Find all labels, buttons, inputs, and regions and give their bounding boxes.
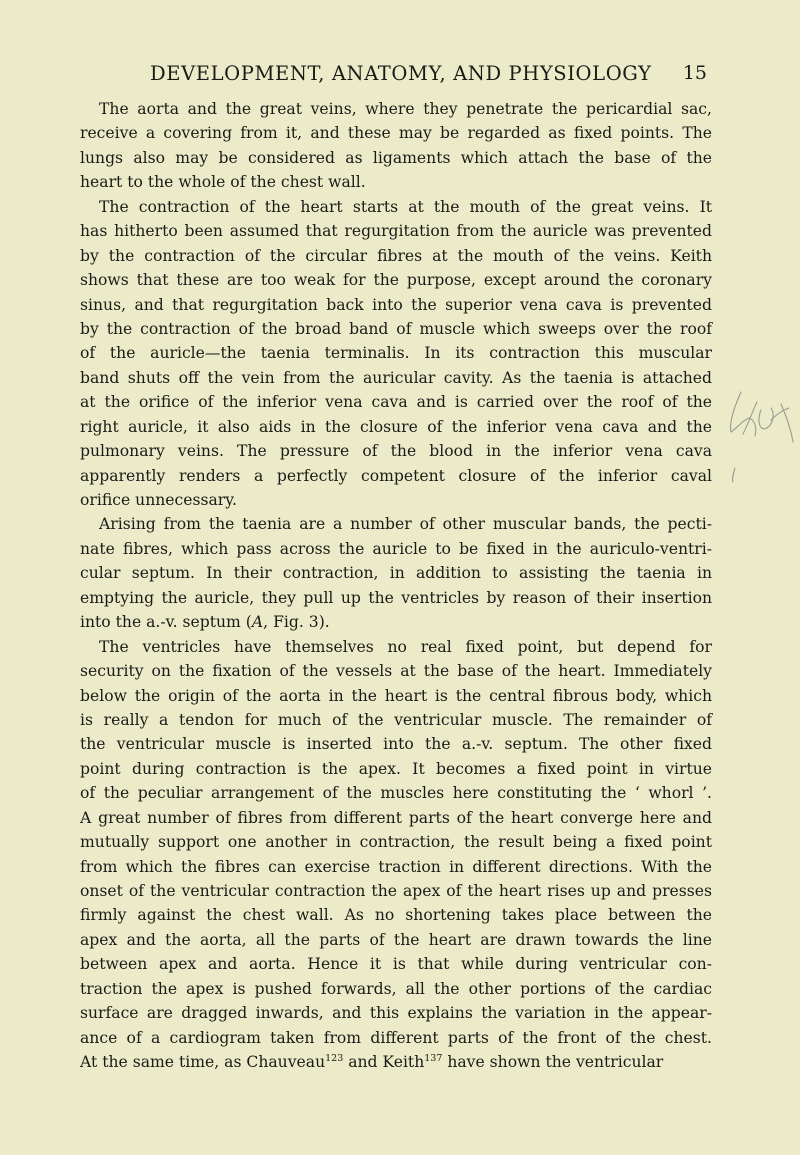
page-number: 15 bbox=[682, 62, 707, 84]
text-line: ance of a cardiogram taken from different parts of the front of the chest. bbox=[80, 1028, 712, 1047]
text-line: of the peculiar arrangement of the muscles here constituting the ‘ whorl ’. bbox=[80, 784, 712, 803]
text-line: has hitherto been assumed that regurgitation from the auricle was prevented bbox=[80, 222, 712, 241]
text-run: and Keith bbox=[343, 1053, 425, 1072]
text-line: The contraction of the heart starts at the mouth of the great veins. It bbox=[99, 197, 712, 216]
text-line: firmly against the chest wall. As no shortening takes place between the bbox=[80, 906, 712, 925]
text-line: heart to the whole of the chest wall. bbox=[80, 173, 366, 192]
text-run: have shown the ventricular bbox=[442, 1053, 664, 1072]
text-line: by the contraction of the circular fibres at the mouth of the veins. Keith bbox=[80, 246, 712, 265]
text-line: The ventricles have themselves no real fixed point, but depend for bbox=[99, 637, 712, 656]
text-line: below the origin of the aorta in the heart is the central fibrous body, which bbox=[80, 686, 712, 705]
text-line: point during contraction is the apex. It becomes a fixed point in virtue bbox=[80, 759, 712, 778]
text-run: into the a.-v. septum ( bbox=[80, 613, 252, 632]
text-line: from which the fibres can exercise traction in different directions. With the bbox=[80, 857, 712, 876]
citation-superscript: 123 bbox=[325, 1053, 344, 1065]
text-line: apex and the aorta, all the parts of the heart are drawn towards the line bbox=[80, 930, 712, 949]
citation-superscript: 137 bbox=[424, 1053, 443, 1065]
text-line: The aorta and the great veins, where they penetrate the pericardial sac, bbox=[99, 100, 712, 118]
text-line: by the contraction of the broad band of muscle which sweeps over the roof bbox=[80, 319, 712, 338]
text-line: traction the apex is pushed forwards, all the other portions of the cardiac bbox=[80, 979, 712, 998]
text-line: pulmonary veins. The pressure of the blood in the inferior vena cava bbox=[80, 442, 712, 461]
text-line: apparently renders a perfectly competent closure of the inferior caval bbox=[80, 466, 712, 485]
text-line: mutually support one another in contraction, the result being a fixed point bbox=[80, 833, 712, 852]
text-line: between apex and aorta. Hence it is that while during ventricular con- bbox=[80, 955, 712, 974]
text-line: emptying the auricle, they pull up the ventricles by reason of their insertion bbox=[80, 588, 712, 607]
text-line: nate fibres, which pass across the auricle to be fixed in the auriculo-ventri- bbox=[80, 539, 712, 558]
text-line bbox=[80, 1050, 712, 1074]
running-head: DEVELOPMENT, ANATOMY, AND PHYSIOLOGY bbox=[150, 62, 652, 85]
text-line: band shuts off the vein from the auricular cavity. As the taenia is attached bbox=[80, 368, 712, 387]
pencil-annotation bbox=[727, 384, 797, 484]
text-line: receive a covering from it, and these may be regarded as fixed points. The bbox=[80, 124, 712, 143]
text-line: lungs also may be considered as ligaments which attach the base of the bbox=[80, 148, 712, 167]
text-line: orifice unnecessary. bbox=[80, 491, 237, 509]
text-line bbox=[80, 610, 712, 634]
text-line: at the orifice of the inferior vena cava and is carried over the roof of the bbox=[80, 393, 712, 412]
text-line: A great number of fibres from different parts of the heart converge here and bbox=[80, 808, 712, 827]
text-line: sinus, and that regurgitation back into the superior vena cava is prevented bbox=[80, 295, 712, 314]
text-line: the ventricular muscle is inserted into the a.-v. septum. The other fixed bbox=[80, 735, 712, 754]
figure-ref: , Fig. 3). bbox=[263, 613, 330, 632]
body-text bbox=[80, 97, 712, 1075]
text-line: onset of the ventricular contraction the apex of the heart rises up and presses bbox=[80, 882, 712, 900]
text-line: of the auricle—the taenia terminalis. In its contraction this muscular bbox=[80, 344, 712, 363]
text-line: security on the fixation of the vessels at the base of the heart. Immediately bbox=[80, 662, 712, 681]
text-line: shows that these are too weak for the purpose, except around the coronary bbox=[80, 271, 712, 290]
text-run: At the same time, as Chauveau bbox=[80, 1053, 326, 1072]
text-line: surface are dragged inwards, and this explains the variation in the appear- bbox=[80, 1004, 712, 1023]
text-line: cular septum. In their contraction, in addition to assisting the taenia in bbox=[80, 564, 712, 583]
text-line: is really a tendon for much of the ventricular muscle. The remainder of bbox=[80, 710, 712, 729]
text-line: Arising from the taenia are a number of other muscular bands, the pecti- bbox=[99, 515, 712, 534]
text-line: right auricle, it also aids in the closure of the inferior vena cava and the bbox=[80, 417, 712, 436]
figure-ref-label: A bbox=[251, 613, 264, 632]
